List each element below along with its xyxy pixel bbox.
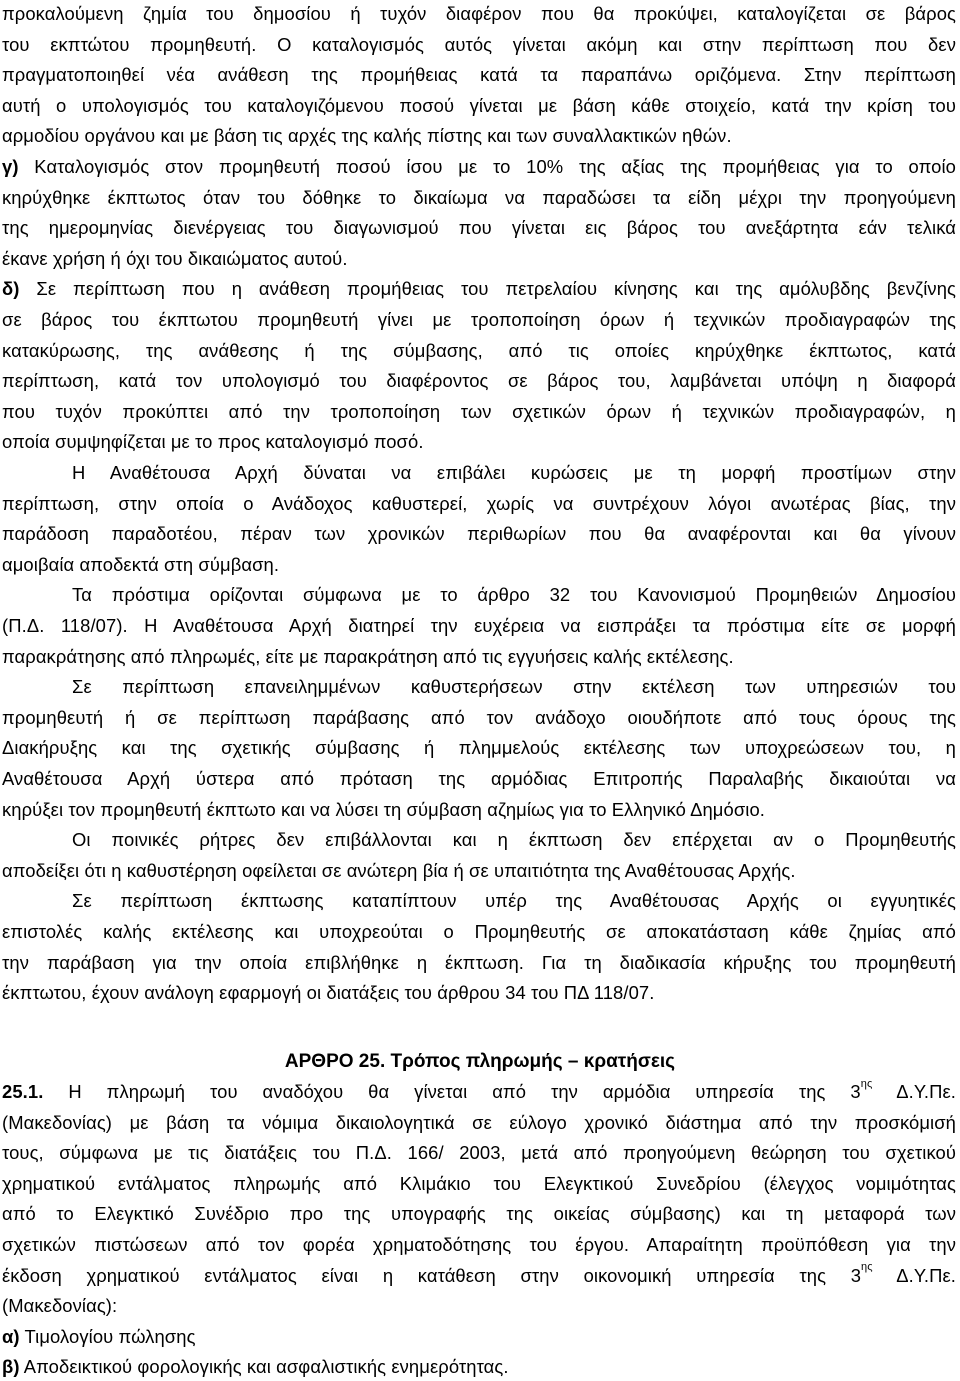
line-text: τους, σύμφωνα με τις διατάξεις του Π.Δ. 166/ 2003, μετά από προηγούμενη θεώρηση του σχετικού [2, 1142, 956, 1164]
article-heading: ΑΡΘΡΟ 25. Τρόπος πληρωμής – κρατήσεις [284, 1051, 676, 1072]
text-line [2, 31, 956, 59]
text-line [2, 857, 956, 885]
text-line [2, 734, 956, 762]
line-text: αμοιβαία αποδεκτά στη σύμβαση. [2, 553, 280, 575]
line-tail: Δ.Υ.Πε. [872, 1081, 956, 1102]
text-line [2, 214, 956, 242]
text-line [2, 1200, 956, 1228]
line-text: (Π.Δ. 118/07). Η Αναθέτουσα Αρχή διατηρεί την ευχέρεια να εισπράξει τα πρόστιμα είτε σε μορφή [2, 615, 956, 636]
line-text: της ημερομηνίας διενέργειας του διαγωνισμού που γίνεται εις βάρος του ανεξάρτητα εάν τελικά [2, 217, 956, 239]
item-marker: δ) [2, 278, 20, 300]
line-text: Σε περίπτωση που η ανάθεση προμήθειας του πετρελαίου κίνησης και της αμόλυβδης βενζίνης [19, 278, 956, 300]
line-text: Καταλογισμός στον προμηθευτή ποσού ίσου με το 10% της αξίας της προμήθειας για το οποίο [18, 156, 956, 177]
text-line [2, 704, 956, 732]
text-line [2, 1078, 956, 1106]
text-line [72, 459, 956, 487]
line-text: πραγματοποιηθεί νέα ανάθεση της προμήθειας κατά τα παραπάνω οριζόμενα. Στην περίπτωση [2, 64, 956, 86]
text-line [2, 428, 956, 456]
line-text: προκαλούμενη ζημία του δημοσίου ή τυχόν διαφέρον που θα προκύψει, καταλογίζεται σε βάρος [2, 3, 956, 24]
superscript: ης [861, 1261, 873, 1274]
text-line [2, 92, 956, 120]
line-text: επιστολές καλής εκτέλεσης και υποχρεούται ο Προμηθευτής σε αποκατάσταση κάθε ζημίας από [2, 921, 956, 942]
line-text: παρακράτησης από πληρωμές, είτε με παρακράτηση από τις εγγυήσεις καλής εκτέλεσης. [2, 645, 734, 667]
item-marker: β) [2, 1356, 20, 1378]
line-text: Η πληρωμή του αναδόχου θα γίνεται από την αρμόδια υπηρεσία της 3 [43, 1081, 861, 1102]
text-line [2, 1323, 956, 1351]
text-line [2, 1231, 956, 1259]
line-text: αυτή ο υπολογισμός του καταλογιζόμενου ποσού γίνεται με βάση κάθε στοιχείο, κατά την κρίση του [2, 94, 956, 116]
text-line [2, 520, 956, 548]
line-text: έκδοση χρηματικού εντάλματος είναι η κατάθεση στην οικονομική υπηρεσία της 3 [2, 1264, 862, 1286]
line-text: παράδοση παραδοτέου, πέραν των χρονικών περιθωρίων που θα αναφέρονται και θα γίνουν [2, 523, 956, 545]
text-line [2, 367, 956, 395]
line-text: κηρύχθηκε έκπτωτος όταν του δόθηκε το δικαίωμα να παραδώσει τα είδη μέχρι την προηγούμενη [2, 186, 956, 208]
line-text: (Μακεδονίας): [2, 1295, 118, 1317]
line-text: Διακήρυξης και της σχετικής σύμβασης ή πλημμελούς εκτέλεσης των υποχρεώσεων του, η [2, 737, 956, 759]
line-text: αποδείξει ότι η καθυστέρηση οφείλεται σε ανώτερη βία ή σε υπαιτιότητα της Αναθέτουσας Αρχής. [2, 859, 796, 881]
text-line [2, 337, 956, 365]
text-line [2, 1262, 956, 1290]
text-line [2, 153, 956, 181]
line-text: έκανε χρήση ή όχι του δικαιώματος αυτού. [2, 247, 348, 269]
line-text: Η Αναθέτουσα Αρχή δύναται να επιβάλει κυρώσεις με τη μορφή προστίμων στην [72, 462, 956, 483]
line-text: σχετικών πιστώσεων από τον φορέα χρηματοδότησης του έργου. Απαραίτητη προϋπόθεση για την [2, 1234, 956, 1255]
text-line [2, 612, 956, 640]
line-text: προμηθευτή ή σε περίπτωση παράβασης από τον ανάδοχο οιουδήποτε από τους όρους της [2, 706, 956, 728]
text-line [2, 1139, 956, 1167]
line-text: Οι ποινικές ρήτρες δεν επιβάλλονται και η έκπτωση δεν επέρχεται αν ο Προμηθευτής [72, 829, 956, 851]
line-text: οποία συμψηφίζεται με το προς καταλογισμό ποσό. [2, 431, 424, 453]
line-text: (Μακεδονίας) με βάση τα νόμιμα δικαιολογητικά σε εύλογο χρονικό διάστημα από την προσκόμισή [2, 1111, 956, 1133]
line-tail: Δ.Υ.Πε. [872, 1264, 956, 1286]
text-line [2, 1170, 956, 1198]
line-text: αρμοδίου οργάνου και με βάση τις αρχές της καλής πίστης και των συναλλακτικών ηθών. [2, 125, 732, 147]
text-line [2, 643, 956, 671]
line-text: Τα πρόστιμα ορίζονται σύμφωνα με το άρθρο 32 του Κανονισμού Προμηθειών Δημοσίου [72, 584, 956, 606]
text-line [2, 796, 956, 824]
line-text: Σε περίπτωση έκπτωσης καταπίπτουν υπέρ της Αναθέτουσας Αρχής οι εγγυητικές [72, 890, 956, 912]
text-line [2, 1353, 956, 1381]
text-line [72, 887, 956, 915]
text-line [2, 61, 956, 89]
text-line [72, 581, 956, 609]
text-line [2, 551, 956, 579]
line-text: Αποδεικτικού φορολογικής και ασφαλιστικής ενημερότητας. [19, 1356, 509, 1378]
line-text: την παράβαση για την οποία επιβλήθηκε η έκπτωση. Για τη διαδικασία κήρυξης του προμηθευτή [2, 951, 956, 973]
line-text: Σε περίπτωση επανειλημμένων καθυστερήσεων στην εκτέλεση των υπηρεσιών του [72, 676, 956, 698]
item-marker: 25.1. [2, 1081, 44, 1102]
line-text: περίπτωση, κατά τον υπολογισμό του διαφέροντος σε βάρος του, λαμβάνεται υπόψη η διαφορά [2, 370, 956, 392]
line-text: Τιμολογίου πώλησης [19, 1325, 196, 1347]
line-text: σε βάρος του έκπτωτου προμηθευτή γίνει με τροποποίηση όρων ή τεχνικών προδιαγραφών της [2, 309, 956, 330]
line-text: κηρύξει τον προμηθευτή έκπτωτο και να λύσει τη σύμβαση αζημίως για το Ελληνικό Δημόσιο. [2, 798, 766, 820]
line-text: Αναθέτουσα Αρχή ύστερα από πρόταση της αρμόδιας Επιτροπής Παραλαβής δικαιούται να [2, 768, 956, 789]
line-text: κατακύρωσης, της ανάθεσης ή της σύμβασης, από τις οποίες κηρύχθηκε έκπτωτος, κατά [2, 339, 956, 361]
item-marker: α) [2, 1325, 20, 1347]
item-marker: γ) [2, 156, 19, 177]
text-line [2, 979, 956, 1007]
text-line [72, 673, 956, 701]
text-line [2, 0, 956, 28]
text-line [2, 918, 956, 946]
text-line [2, 1109, 956, 1137]
line-text: χρηματικού εντάλματος πληρωμής από Κλιμάκιο του Ελεγκτικού Συνεδρίου (έλεγχος νομιμότητας [2, 1172, 956, 1194]
text-line [2, 949, 956, 977]
superscript: ης [860, 1077, 873, 1090]
text-line [2, 306, 956, 334]
text-line [2, 245, 956, 273]
text-line [2, 1292, 956, 1320]
line-text: του εκπτώτου προμηθευτή. Ο καταλογισμός αυτός γίνεται ακόμη και στην περίπτωση που δεν [2, 33, 956, 55]
line-text: περίπτωση, στην οποία ο Ανάδοχος καθυστερεί, χωρίς να συντρέχουν λόγοι ανωτέρας βίας, την [2, 492, 956, 514]
line-text: από το Ελεγκτικό Συνέδριο προ της υπογραφής της οικείας σύμβασης) και τη μεταφορά των [2, 1203, 956, 1225]
text-line [2, 122, 956, 150]
text-line [72, 826, 956, 854]
line-text: έκπτωτου, έχουν ανάλογη εφαρμογή οι διατάξεις του άρθρου 34 του ΠΔ 118/07. [2, 982, 655, 1004]
text-line [2, 765, 956, 793]
text-line [2, 184, 956, 212]
text-line [2, 490, 956, 518]
line-text: που τυχόν προκύπτει από την τροποποίηση των σχετικών όρων ή τεχνικών προδιαγραφών, η [2, 400, 956, 422]
text-line [2, 398, 956, 426]
text-line [2, 275, 956, 303]
